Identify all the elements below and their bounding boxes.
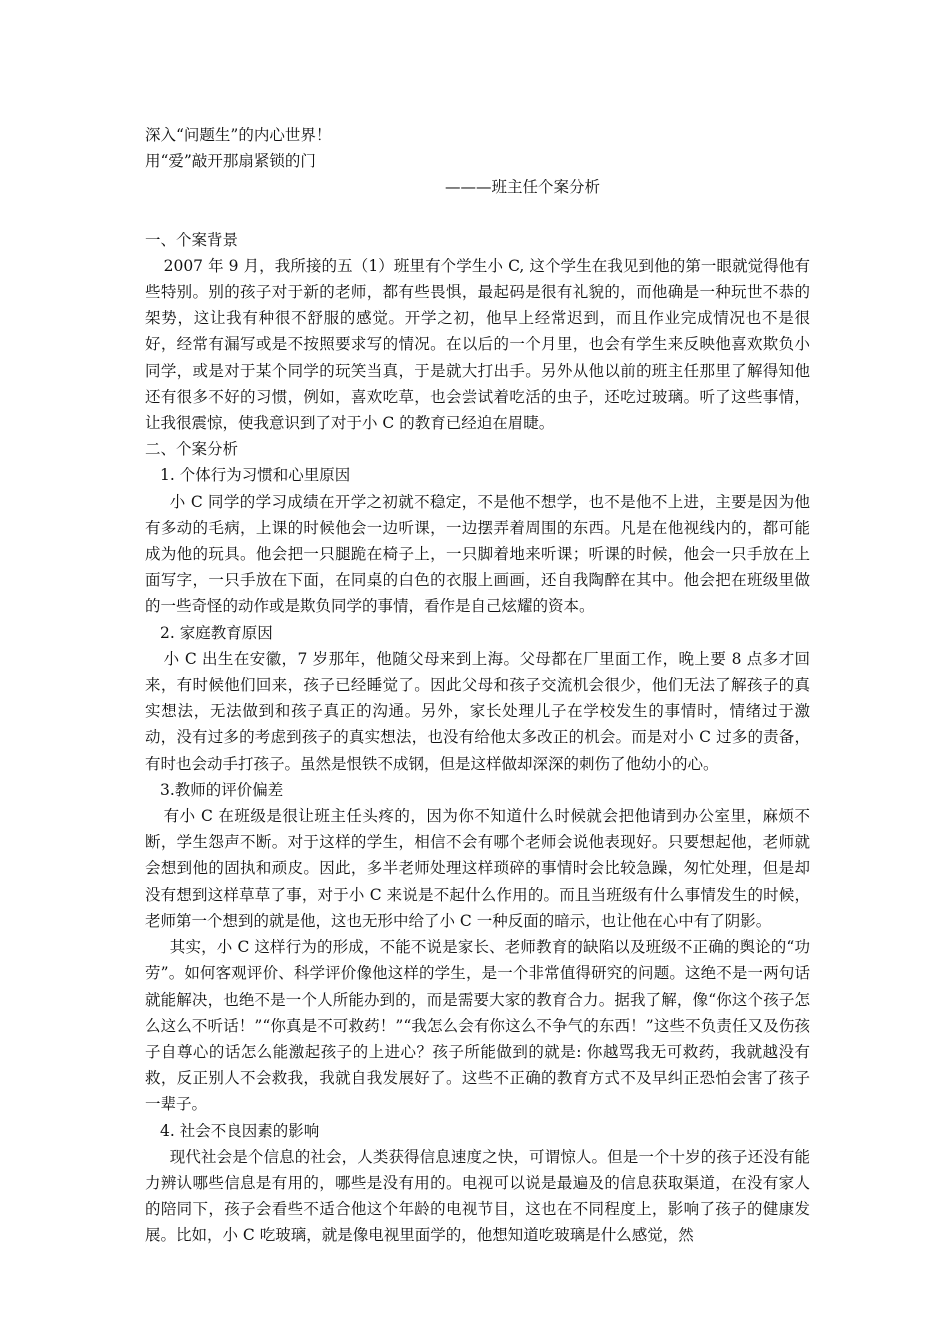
document-body xyxy=(145,122,810,1249)
section-1-heading: 一、个案背景 xyxy=(145,230,239,249)
section-2-heading: 二、个案分析 xyxy=(145,440,239,459)
subsection-3-paragraph-2: 其实，小 C 这样行为的形成，不能不说是家长、老师教育的缺陷以及班级不正确的舆论的“功劳”。如何客观评价、科学评价像他这样的学生，是一个非常值得研究的问题。这绝不是一两句话就能解决，也绝不是一个人所能办到的，而是需要大家的教育合力。据我了解，像“你这个孩子怎么这么不听话！”“你真是不可救药！”“我怎么会有你这么不争气的东西！”这些不负责任又及伤孩子自尊心的话怎么能激起孩子的上进心？孩子所能做到的就是: 你越骂我无可救药，我就越没有救，反正别人不会救我，我就自我发展好了。这些不正确的教育方式不及早纠正恐怕会害了孩子一辈子。 xyxy=(145,938,811,1114)
subsection-4-heading: 4. 社会不良因素的影响 xyxy=(160,1121,320,1140)
subtitle: ———班主任个案分析 xyxy=(444,178,600,197)
subsection-1-heading: 1. 个体行为习惯和心里原因 xyxy=(160,466,351,485)
title-line-2: 用“爱”敲开那扇紧锁的门 xyxy=(145,152,316,171)
subsection-1-paragraph: 小 C 同学的学习成绩在开学之初就不稳定，不是他不想学，也不是他不上进，主要是因为他有多动的毛病，上课的时候他会一边听课，一边摆弄着周围的东西。凡是在他视线内的，都可能成为他的玩具。他会把一只腿跪在椅子上，一只脚着地来听课；听课的时候，他会一只手放在上面写字，一只手放在下面，在同桌的白色的衣服上画画，还自我陶醉在其中。他会把在班级里做的一些奇怪的动作或是欺负同学的事情，看作是自己炫耀的资本。 xyxy=(145,492,810,616)
subsection-3-paragraph-1: 有小 C 在班级是很让班主任头疼的，因为你不知道什么时候就会把他请到办公室里，麻烦不断，学生怨声不断。对于这样的学生，相信不会有哪个老师会说他表现好。只要想起他，老师就会想到他的固执和顽皮。因此，多半老师处理这样琐碎的事情时会比较急躁，匆忙处理，但是却没有想到这样草草了事，对于小 C 来说是不起什么作用的。而且当班级有什么事情发生的时候，老师第一个想到的就是他，这也无形中给了小 C 一种反面的暗示，也让他在心中有了阴影。 xyxy=(145,807,810,930)
section-1-paragraph: 2007 年 9 月，我所接的五（1）班里有个学生小 C, 这个学生在我见到他的第一眼就觉得他有些特别。别的孩子对于新的老师，都有些畏惧，最起码是很有礼貌的，而他确是一种玩世不恭的架势，这让我有种很不舒服的感觉。开学之初，他早上经常迟到，而且作业完成情况也不是很好，经常有漏写或是不按照要求写的情况。在以后的一个月里，也会有学生来反映他喜欢欺负小同学，或是对于某个同学的玩笑当真，于是就大打出手。另外从他以前的班主任那里了解得知他还有很多不好的习惯，例如，喜欢吃草，也会尝试着吃活的虫子，还吃过玻璃。听了这些事情，让我很震惊，使我意识到了对于小 C 的教育已经迫在眉睫。 xyxy=(145,256,810,433)
subsection-4-paragraph: 现代社会是个信息的社会，人类获得信息速度之快，可谓惊人。但是一个十岁的孩子还没有能力辨认哪些信息是有用的，哪些是没有用的。电视可以说是最遍及的信息获取渠道，在没有家人的陪同下，孩子会看些不适合他这个年龄的电视节目，这也在不同程度上，影响了孩子的健康发展。比如，小 C 吃玻璃，就是像电视里面学的，他想知道吃玻璃是什么感觉，然 xyxy=(145,1147,810,1245)
subsection-2-heading: 2. 家庭教育原因 xyxy=(160,623,273,642)
title-line-1: 深入“问题生”的内心世界！ xyxy=(145,126,332,144)
subsection-2-paragraph: 小 C 出生在安徽，7 岁那年，他随父母来到上海。父母都在厂里面工作，晚上要 8 点多才回来，有时候他们回来，孩子已经睡觉了。因此父母和孩子交流机会很少，他们无法了解孩子的真实想法，无法做到和孩子真正的沟通。另外，家长处理儿子在学校发生的事情时，情绪过于激动，没有过多的考虑到孩子的真实想法，也没有给他太多改正的机会。而是对小 C 过多的责备，有时也会动手打孩子。虽然是恨铁不成钢，但是这样做却深深的刺伤了他幼小的心。 xyxy=(145,649,810,773)
subsection-3-heading: 3.教师的评价偏差 xyxy=(160,780,284,799)
